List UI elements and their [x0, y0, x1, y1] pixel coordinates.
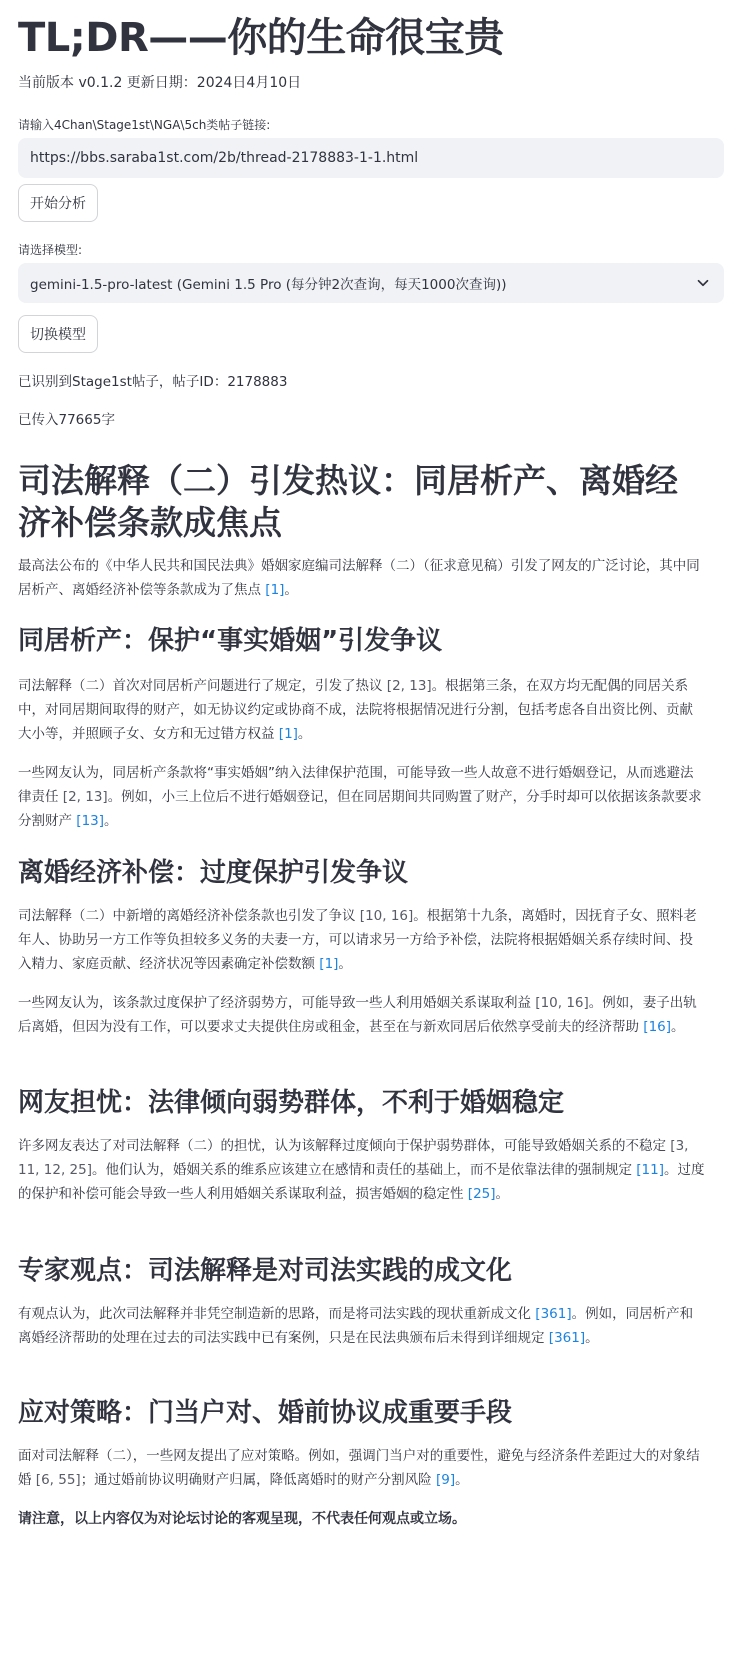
- section-paragraph: [18, 1302, 706, 1350]
- url-input-label: 请输入4Chan\Stage1st\NGA\5ch类帖子链接:: [18, 118, 271, 132]
- model-select-label: 请选择模型:: [18, 243, 83, 257]
- source-refs: [6, 55]: [35, 1472, 81, 1488]
- version-line: 当前版本 v0.1.2 更新日期：2024日4月10日: [18, 75, 302, 91]
- para-text: 一些网友认为，该条款过度保护了经济弱势方，可能导致一些人利用婚姻关系谋取利益: [18, 995, 536, 1011]
- chars-sent-info: [18, 408, 115, 428]
- intro-end: 。: [284, 582, 298, 598]
- citation-link[interactable]: [13]: [76, 813, 105, 829]
- para-end: 。: [585, 1330, 599, 1346]
- citation-link[interactable]: [25]: [467, 1186, 496, 1202]
- model-select-value: gemini-1.5-pro-latest (Gemini 1.5 Pro (每分钟2次查询，每天1000次查询)): [30, 277, 507, 293]
- detected-prefix: 已识别到: [18, 374, 72, 390]
- source-refs: [3, 11, 12, 25]: [18, 1138, 689, 1178]
- disclaimer-note: 请注意，以上内容仅为对论坛讨论的客观呈现，不代表任何观点或立场。: [18, 1511, 466, 1527]
- para-end: 。: [297, 726, 312, 742]
- para-text: 。根据第十九条，离婚时，因抚育子女、照料老年人、协助另一方工作等负担较多义务的夫妻一方，可以请求另一方给予补偿，法院将根据婚姻关系存续时间、投入精力、家庭贡献、经济状况等因素确定补偿数额: [18, 908, 697, 972]
- source-refs: [2, 13]: [386, 678, 432, 694]
- analyze-button[interactable]: 开始分析: [18, 184, 98, 222]
- chars-prefix: 已传入: [18, 412, 59, 428]
- intro-text: 最高法公布的《中华人民共和国民法典》婚姻家庭编司法解释（二）（征求意见稿）引发了网友的广泛讨论，其中同居析产、离婚经济补偿等条款成为了焦点: [18, 558, 700, 598]
- para-text: 司法解释（二）首次对同居析产问题进行了规定，引发了热议: [18, 678, 387, 694]
- source-refs: [10, 16]: [359, 908, 414, 924]
- citation-link[interactable]: [11]: [636, 1162, 664, 1178]
- section-heading: 离婚经济补偿：过度保护引发争议: [18, 858, 409, 888]
- article-intro: [18, 554, 706, 602]
- para-text: 一些网友认为，同居析产条款将“事实婚姻”纳入法律保护范围，可能导致一些人故意不进行婚姻登记，从而逃避法律责任: [18, 765, 694, 805]
- detected-thread-info: [18, 370, 287, 390]
- section-paragraph: [18, 991, 706, 1039]
- article-title: 司法解释（二）引发热议：同居析产、离婚经济补偿条款成焦点: [18, 461, 678, 542]
- section-heading: 网友担忧：法律倾向弱势群体，不利于婚姻稳定: [18, 1088, 565, 1118]
- detected-mid: 帖子，帖子ID：: [131, 374, 228, 390]
- section-paragraph: [18, 1134, 706, 1206]
- source-refs: [10, 16]: [535, 995, 589, 1011]
- app-title: TL;DR——你的生命很宝贵: [18, 15, 504, 61]
- para-end: 。: [104, 813, 118, 829]
- para-text: ；通过婚前协议明确财产归属，降低离婚时的财产分割风险: [80, 1472, 436, 1488]
- chevron-down-icon: [694, 274, 712, 292]
- para-end: 。: [495, 1186, 510, 1202]
- para-text: 有观点认为，此次司法解释并非凭空制造新的思路，而是将司法实践的现状重新成文化: [18, 1306, 536, 1322]
- para-text: 许多网友表达了对司法解释（二）的担忧，认为该解释过度倾向于保护弱势群体，可能导致婚姻关系的不稳定: [18, 1138, 671, 1154]
- chars-suffix: 字: [101, 412, 115, 428]
- thread-url-input[interactable]: [18, 138, 724, 178]
- para-text: 。例如，同居析产和离婚经济帮助的处理在过去的司法实践中已有案例，只是在民法典颁布后未得到详细规定: [18, 1306, 694, 1346]
- para-text: 司法解释（二）中新增的离婚经济补偿条款也引发了争议: [18, 908, 360, 924]
- section-paragraph: [18, 674, 706, 746]
- section-paragraph: [18, 1444, 706, 1492]
- source-refs: [2, 13]: [62, 789, 108, 805]
- section-heading: 专家观点：司法解释是对司法实践的成文化: [18, 1256, 513, 1286]
- detected-thread-id: 2178883: [227, 374, 288, 390]
- section-paragraph: [18, 761, 706, 833]
- citation-link[interactable]: [16]: [643, 1019, 672, 1035]
- switch-model-button[interactable]: 切换模型: [18, 315, 98, 353]
- para-text: 。例如，小三上位后不进行婚姻登记，但在同居期间共同购置了财产，分手时却可以依据该条款要求分割财产: [18, 789, 702, 829]
- citation-link[interactable]: [1]: [319, 956, 339, 972]
- para-text: 面对司法解释（二），一些网友提出了应对策略。例如，强调门当户对的重要性，避免与经济条件差距过大的对象结婚: [18, 1448, 700, 1488]
- para-text: 。例如，妻子出轨后离婚，但因为没有工作，可以要求丈夫提供住房或租金，甚至在与新欢同居后依然享受前夫的经济帮助: [18, 995, 697, 1035]
- para-end: 。: [338, 956, 352, 972]
- model-select[interactable]: [18, 263, 724, 303]
- citation-link[interactable]: [361]: [535, 1306, 572, 1322]
- citation-link[interactable]: [1]: [278, 726, 298, 742]
- citation-link[interactable]: [1]: [265, 582, 285, 598]
- citation-link[interactable]: [9]: [435, 1472, 456, 1488]
- citation-link[interactable]: [361]: [548, 1330, 586, 1346]
- para-text: 。过度的保护和补偿可能会导致一些人利用婚姻关系谋取利益，损害婚姻的稳定性: [18, 1162, 705, 1202]
- section-paragraph: [18, 904, 706, 976]
- section-heading: 应对策略：门当户对、婚前协议成重要手段: [18, 1398, 513, 1428]
- para-text: 。他们认为，婚姻关系的维系应该建立在感情和责任的基础上，而不是依靠法律的强制规定: [91, 1162, 637, 1178]
- detected-site: Stage1st: [72, 374, 132, 390]
- para-end: 。: [671, 1019, 685, 1035]
- chars-count: 77665: [58, 412, 102, 428]
- para-end: 。: [455, 1472, 469, 1488]
- para-text: 。根据第三条，在双方均无配偶的同居关系中，对同居期间取得的财产，如无协议约定或协商不成，法院将根据情况进行分割，包括考虑各自出资比例、贡献大小等，并照顾子女、女方和无过错方权益: [18, 678, 693, 742]
- section-heading: 同居析产：保护“事实婚姻”引发争议: [18, 626, 443, 656]
